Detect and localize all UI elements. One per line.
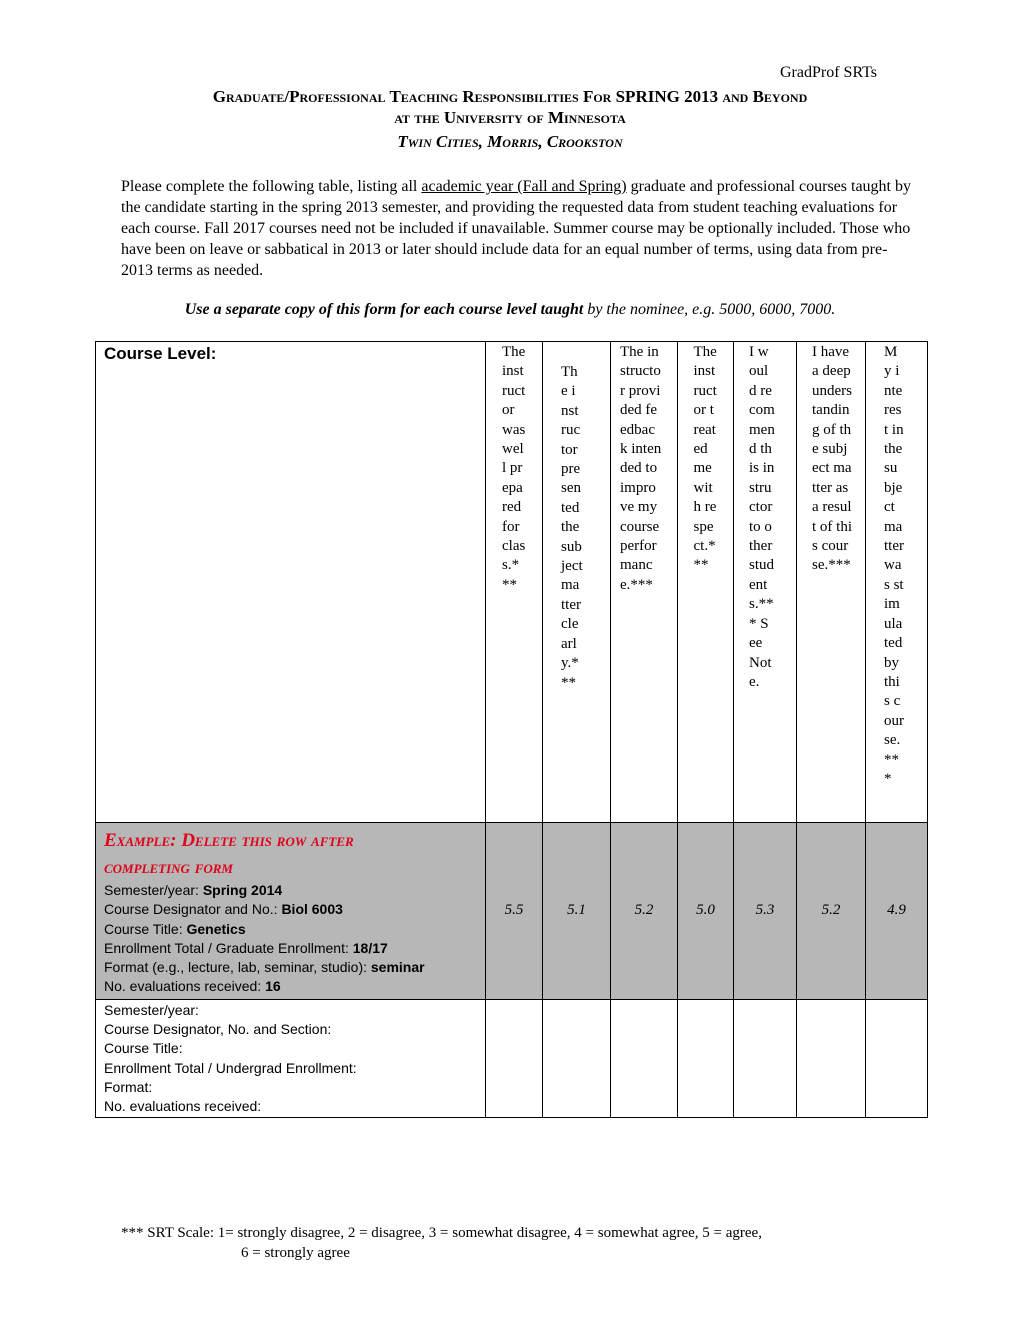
instructions-part-2: graduate and professional courses taught by the candidate starting in the spring 2013 semester, and providing the requested data from student teaching evaluations for each course. Fall 2017 courses need not be included if unavailable. Summer course may be optionally included. Those who have been on leave or sabbatical in 2013 or later should include data for an equal number of terms, using data from pre-2013 terms as needed. (121, 178, 911, 279)
example-value-q7[interactable]: 4.9 (866, 823, 928, 1000)
entry-value-q3[interactable] (611, 999, 678, 1117)
srt-form-table (95, 341, 928, 1118)
instructions-part-1: Please complete the following table, listing all (121, 178, 422, 195)
question-1-text: The instructor was well prepared for class.*** (502, 344, 526, 593)
question-7-text: My interest in the subject matter was stimulated by this course.*** (884, 344, 904, 787)
title-line-1: Graduate/Professional Teaching Responsibilities For SPRING 2013 and Beyond (212, 87, 808, 106)
entry-title-label: Course Title: (104, 1040, 183, 1057)
example-designator: Course Designator and No.: Biol 6003 (104, 901, 343, 918)
example-heading-line-1: Example: Delete this row after (104, 830, 354, 851)
example-course-info[interactable] (96, 823, 486, 1000)
question-3-text: The instructor provided feedback intended to improve my course performance.*** (620, 344, 662, 593)
instructions-paragraph (121, 176, 911, 281)
entry-value-q7[interactable] (866, 999, 928, 1117)
question-2-header (543, 342, 611, 823)
example-value-q3[interactable]: 5.2 (611, 823, 678, 1000)
example-title: Course Title: Genetics (104, 920, 246, 937)
example-semester: Semester/year: Spring 2014 (104, 882, 283, 898)
example-row (96, 823, 928, 1000)
entry-value-q5[interactable] (734, 999, 797, 1117)
question-5-header (734, 342, 797, 823)
question-6-text: I have a deep understanding of the subject matter as a result of this course.*** (812, 344, 852, 574)
question-4-text: The instructor treated me with respect.*** (693, 344, 717, 574)
example-value-q4[interactable]: 5.0 (678, 823, 734, 1000)
srt-scale-line-1: *** SRT Scale: 1= strongly disagree, 2 = disagree, 3 = somewhat disagree, 4 = somewhat agree, 5 = agree, (121, 1225, 762, 1241)
header-tag: GradProf SRTs (780, 64, 878, 81)
srt-scale-line-2: 6 = strongly agree (241, 1245, 350, 1261)
entry-evaluations-label: No. evaluations received: (104, 1098, 262, 1115)
question-6-header (797, 342, 866, 823)
example-value-q6[interactable]: 5.2 (797, 823, 866, 1000)
note-rest: by the nominee, e.g. 5000, 6000, 7000. (583, 301, 836, 318)
title-line-2: at the University of Minnesota (394, 108, 626, 127)
question-5-text: I would recommend this instructor to other students.*** See Note. (749, 344, 775, 690)
course-level-cell[interactable] (96, 342, 486, 823)
question-1-header (486, 342, 543, 823)
entry-value-q2[interactable] (543, 999, 611, 1117)
question-7-header (866, 342, 928, 823)
example-enrollment: Enrollment Total / Graduate Enrollment: 18/17 (104, 939, 388, 956)
entry-row (96, 999, 928, 1117)
entry-designator-label: Course Designator, No. and Section: (104, 1021, 332, 1038)
entry-value-q4[interactable] (678, 999, 734, 1117)
example-value-q1[interactable]: 5.5 (486, 823, 543, 1000)
question-2-text: The instructor presented the subject matter clearly.*** (561, 364, 583, 691)
entry-enrollment-label: Enrollment Total / Undergrad Enrollment: (104, 1059, 357, 1076)
example-format: Format (e.g., lecture, lab, seminar, studio): seminar (104, 959, 425, 976)
entry-course-info[interactable] (96, 999, 486, 1117)
question-4-header (678, 342, 734, 823)
header-row (96, 342, 928, 823)
example-value-q2[interactable]: 5.1 (543, 823, 611, 1000)
example-heading-line-2: completing form (104, 857, 233, 878)
separate-copy-note (0, 301, 1020, 319)
course-level-label: Course Level: (104, 344, 217, 363)
entry-value-q6[interactable] (797, 999, 866, 1117)
instructions-underlined: academic year (Fall and Spring) (421, 178, 627, 195)
question-3-header (611, 342, 678, 823)
title-line-3: Twin Cities, Morris, Crookston (397, 132, 623, 151)
note-bold: Use a separate copy of this form for each course level taught (184, 301, 584, 318)
example-value-q5[interactable]: 5.3 (734, 823, 797, 1000)
entry-format-label: Format: (104, 1078, 153, 1095)
example-evaluations: No. evaluations received: 16 (104, 978, 281, 995)
entry-semester-label: Semester/year: (104, 1001, 199, 1018)
entry-value-q1[interactable] (486, 999, 543, 1117)
